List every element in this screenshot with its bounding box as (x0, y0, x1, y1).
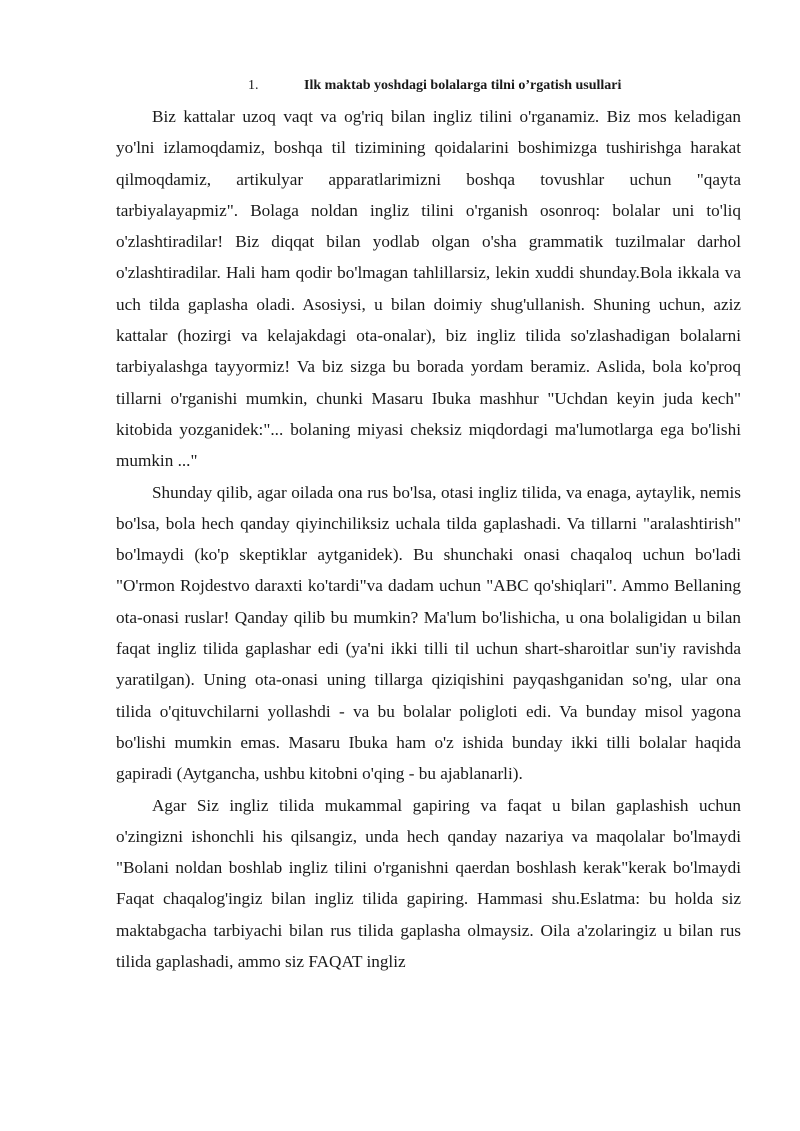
section-heading (248, 76, 621, 96)
paragraph: Biz kattalar uzoq vaqt va og'riq bilan ingliz tilini o'rganamiz. Biz mos keladigan yo'lni izlamoqdamiz, boshqa til tizimining qoidalarini boshimizga tushirishga harakat qilmoqdamiz, artikulyar apparatlarimizni boshqa tovushlar uchun "qayta tarbiyalayapmiz". Bolaga noldan ingliz tilini o'rganish osonroq: bolalar uni to'liq o'zlashtiradilar! Biz diqqat bilan yodlab olgan o'sha grammatik tuzilmalar darhol o'zlashtiradilar. Hali ham qodir bo'lmagan tahlillarsiz, lekin xuddi shunday.Bola ikkala va uch tilda gaplasha oladi. Asosiysi, u bilan doimiy shug'ullanish. Shuning uchun, aziz kattalar (hozirgi va kelajakdagi ota-onalar), biz ingliz tilida so'zlashadigan bolalarni tarbiyalashga tayyormiz! Va biz sizga bu borada yordam beramiz. Aslida, bola ko'proq tillarni o'rganishi mumkin, chunki Masaru Ibuka mashhur "Uchdan keyin juda kech" kitobida yozganidek:"... bolaning miyasi cheksiz miqdordagi ma'lumotlarga ega bo'lishi mumkin ..." (116, 107, 741, 471)
section-title: Ilk maktab yoshdagi bolalarga tilni o’rgatish usullari (304, 78, 622, 93)
paragraph: Shunday qilib, agar oilada ona rus bo'lsa, otasi ingliz tilida, va enaga, aytaylik, nemis bo'lsa, bola hech qanday qiyinchiliksiz uchala tilda gaplashadi. Va tillarni "aralashtirish" bo'lmaydi (ko'p skeptiklar aytganidek). Bu shunchaki onasi chaqaloq uchun bo'ladi "O'rmon Rojdestvo daraxti ko'tardi"va dadam uchun "ABC qo'shiqlari". Ammo Bellaning ota-onasi ruslar! Qanday qilib bu mumkin? Ma'lum bo'lishicha, u ona bolaligidan u bilan faqat ingliz tilida gaplashar edi (ya'ni ikki tilli til uchun shart-sharoitlar sun'iy ravishda yaratilgan). Uning ota-onasi uning tillarga qiziqishini payqashganidan so'ng, ular ona tilida o'qituvchilarni yollashdi - va bu bolalar poligloti edi. Va bunday misol yagona bo'lishi mumkin emas. Masaru Ibuka ham o'z ishida bunday ikki tilli bolalar haqida gapiradi (Aytgancha, ushbu kitobni o'qing - bu ajablanarli). (116, 482, 741, 784)
paragraph: Agar Siz ingliz tilida mukammal gapiring va faqat u bilan gaplashish uchun o'zingizni ishonchli his qilsangiz, unda hech qanday nazariya va maqolalar bo'lmaydi "Bolani noldan boshlab ingliz tilini o'rganishni qaerdan boshlash kerak"kerak bo'lmaydi Faqat chaqalog'ingiz bilan ingliz tilida gapiring. Hammasi shu.Eslatma: bu holda siz maktabgacha tarbiyachi bilan rus tilida gaplasha olmaysiz. Oila a'zolaringiz u bilan rus tilida gaplashadi, ammo siz FAQAT ingliz (116, 795, 741, 972)
body-text (116, 101, 741, 977)
section-number: 1. (248, 78, 259, 93)
